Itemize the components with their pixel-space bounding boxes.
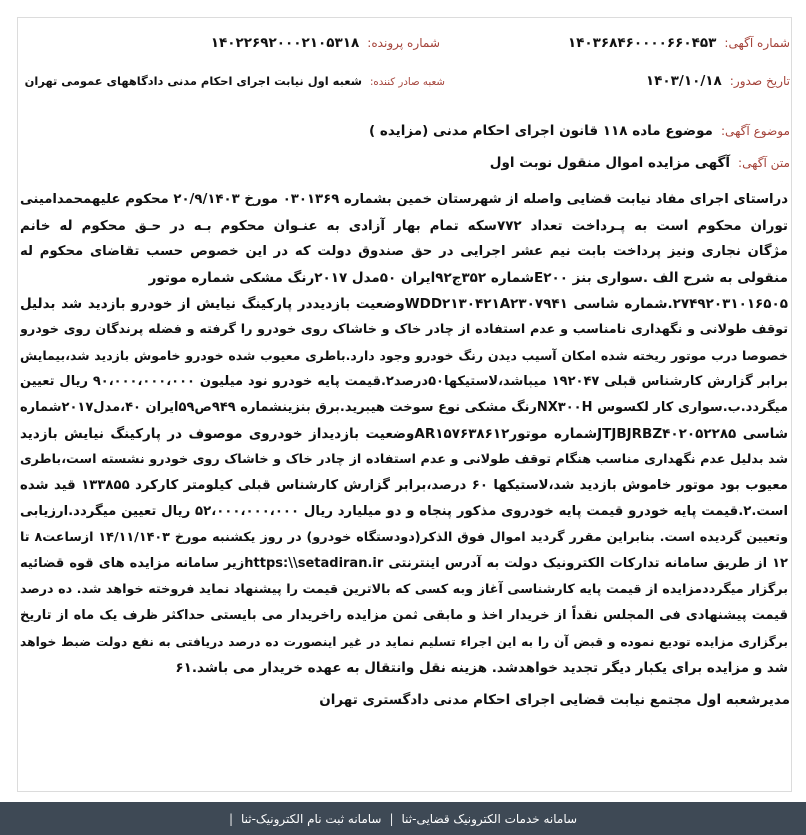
notice-body-line: توران محکوم است به پـرداخت تعداد ۷۷۲سکه تمام بهار آزادی به عنـوان محکوم بـه در حـق محکوم له خانم <box>20 218 788 234</box>
case-number-field <box>211 33 440 53</box>
notice-body-line: ۱۲ از طریق سامانه تدارکات الکترونیک دولت به آدرس اینترنتی https:\\setadiran.irزیر سامانه مزایده های قوه قضائیه <box>20 556 788 571</box>
notice-body-line: برگزار میگرددمزایده از قیمت پایه کارشناسی آغاز وبه کسی که بالاترین قیمت را پیشنهاد نماید فروخته خواهد شد. ده درصد <box>20 582 788 597</box>
issuing-branch-field <box>22 71 445 91</box>
notice-subject-field <box>22 121 790 141</box>
notice-number-field <box>568 33 790 53</box>
notice-body-line: دراستای اجرای مفاد نیابت قضایی واصله از شهرستان خمین بشماره ۰۳۰۱۳۶۹ مورخ ۲۰/۹/۱۴۰۳ محکوم علیهمحمدامینی <box>20 192 788 207</box>
notice-signature: مدیرشعبه اول مجتمع نیابت قضایی اجرای احکام مدنی دادگستری تهران <box>319 692 790 708</box>
footer-link-sana-registration[interactable]: سامانه ثبت نام الکترونیک-ثنا <box>240 811 382 826</box>
notice-subject-value: موضوع ماده ۱۱۸ قانون اجرای احکام مدنی (مزایده ) <box>368 123 713 139</box>
case-number-label: شماره پرونده: <box>367 36 440 50</box>
notice-body-line: خصوصا درب موتور ریخته شده امکان آسیب دیدن رنگ خودرو وجود دارد.باطری معیوب شده خودرو خاموش بازدید شد،بیمایش <box>20 348 788 363</box>
notice-body-line: معیوب بود موتور خاموش بازدید شد،لاستیکها ۶۰ درصد،برابر گزارش کارشناس قبلی کیلومتر کارکرد ۱۳۳۸۵۵ قید شده <box>20 478 788 493</box>
notice-body-line: برگزاری مزایده تودیع نموده و قبض آن را به این اجراء تسلیم نماید در غیر اینصورت ده درصد دریافتی به نفع دولت ضبط خواهد <box>20 635 788 649</box>
notice-body-line: قیمت پیشنهادی فی المجلس نقداً از خریدار اخذ و مابقی ثمن مزایده راخریدار می بایستی حداکثر ظرف یک ماه از تاریخ <box>20 608 788 623</box>
notice-body-line: شد بدلیل عدم نگهداری مناسب هنگام توقف طولانی و عدم استفاده از چادر خاک و خاشاک روی خودرو نشسته است،باطری <box>20 452 788 467</box>
notice-body-line: توقف طولانی و نگهداری نامناسب و عدم استفاده از چادر خاک و خاشاک روی خودرو را گرفته و فضله پرندگان روی خودرو <box>20 322 788 337</box>
issue-date-value: ۱۴۰۳/۱۰/۱۸ <box>645 73 722 89</box>
issuing-branch-value: شعبه اول نیابت اجرای احکام مدنی دادگاههای عمومی تهران <box>24 74 362 88</box>
issue-date-label: تاریخ صدور: <box>729 74 790 88</box>
issue-date-field <box>646 71 790 91</box>
notice-body-line: برابر گزارش کارشناس قبلی ۱۹۲۰۴۷ میباشد،لاستیکها۵۰درصد۲.قیمت پایه خودرو نود میلیون ۹۰،۰۰۰،۰۰۰،۰۰۰ ریال تعیین <box>20 374 788 389</box>
notice-body-line: ۲۷۴۹۲۰۳۱۰۱۶۵۰۵.شماره شاسی WDD۲۱۳۰۴۲۱A۲۳۰۷۹۴۱وضعیت بازدیددر پارکینگ نیایش از خودرو بازدید شد بدلیل <box>20 296 788 312</box>
notice-body-line: شاسی JTJBJRBZ۴۰۲۰۵۲۲۸۵شماره موتورAR۱۵۷۶۳۸۶۱۲وضعیت بازدیداز خودروی موصوف در پارکینگ نیایش بازدید <box>20 426 788 442</box>
notice-text-field <box>22 153 790 173</box>
notice-body-line: میگردد.ب.سواری کار لکسوس NX۳۰۰Hرنگ مشکی نوع سوخت هیبرید.برق بنزینشماره ۹۴۹ص۵۹ایران ۴۰،مدل۲۰۱۷شماره <box>20 400 788 415</box>
footer-bar <box>0 802 806 835</box>
notice-number-label: شماره آگهی: <box>724 36 790 50</box>
notice-body-line: است.۲.قیمت پایه خودرو قیمت پایه خودروی مذکور پنجاه و دو میلیارد ریال ۵۲،۰۰۰،۰۰۰،۰۰۰ ریال تعیین میگردد.ارزیابی <box>20 504 788 519</box>
notice-body <box>20 187 788 681</box>
notice-number-value: ۱۴۰۳۶۸۴۶۰۰۰۰۶۶۰۴۵۳ <box>567 35 717 51</box>
issuing-branch-label: شعبه صادر کننده: <box>369 77 445 88</box>
notice-body-line: منقولی به شرح الف .سواری بنز E۲۰۰شماره ۳۵۲ج۹۲ایران ۵۰مدل ۲۰۱۷رنگ مشکی شماره موتور <box>148 270 788 286</box>
case-number-value: ۱۴۰۲۲۶۹۲۰۰۰۲۱۰۵۳۱۸ <box>210 35 360 51</box>
notice-subject-label: موضوع آگهی: <box>720 124 790 138</box>
notice-body-line: مژگان نجاری ونیز پرداخت بابت نیم عشر اجرایی در حق صندوق دولت که در این خصوص حسب تقاضای محکوم له <box>20 244 788 259</box>
notice-body-line: شد و مزایده برای یکبار دیگر تجدید خواهدشد. هزینه نقل وانتقال به عهده خریدار می باشد.۶۱ <box>175 660 788 676</box>
notice-text-title: آگهی مزایده اموال منقول نوبت اول <box>489 155 731 171</box>
footer-separator: | <box>228 811 233 826</box>
footer-separator: | <box>389 811 394 826</box>
notice-body-line: وتعیین گردیده است. بنابراین مقرر گردید اموال فوق الذکر(دودستگاه خودرو) در روز یکشنبه مورخ ۱۴/۱۱/۱۴۰۳ ازساعت۸ تا <box>20 530 788 545</box>
notice-text-label: متن آگهی: <box>738 156 790 170</box>
footer-link-sana-services[interactable]: سامانه خدمات الکترونیک قضایی-ثنا <box>401 811 578 826</box>
